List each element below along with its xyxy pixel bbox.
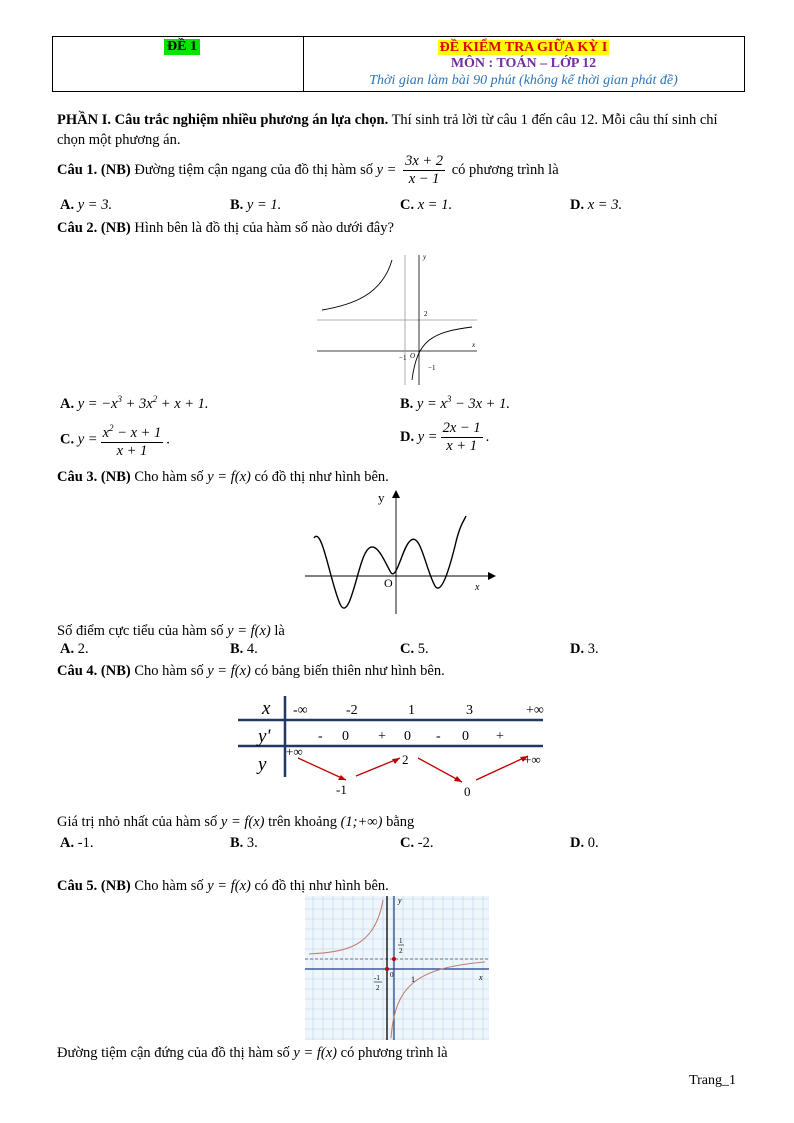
q1-label: Câu 1. (NB) [57,162,131,178]
q2-y-axis-label: y [423,253,427,261]
q4-option-a[interactable]: A. -1. [60,835,94,851]
q3-graph [300,486,500,618]
q4-xval-4: +∞ [526,703,544,718]
q3-option-b[interactable]: B. 4. [230,641,258,657]
q4-sign-3: 0 [404,729,411,744]
q4-yp-label: y' [258,726,271,747]
q5-half-den: 2 [399,947,403,955]
exam-subject: MÔN : TOÁN – LỚP 12 [450,56,597,71]
q4-xval-3: 3 [466,703,473,718]
q2-graph [312,250,482,390]
q4-sign-4: - [436,729,441,744]
header-right-cell [303,37,744,91]
part1-instructions: Thí sinh trả lời từ câu 1 đến câu 12. Mỗi câu thí sinh chỉ chọn một phương án. [57,112,718,148]
q1-text: Đường tiệm cận ngang của đồ thị hàm số [130,162,377,178]
q4-sign-2: + [378,729,386,744]
q5-tick-1: 1 [411,975,415,984]
q4-yval-4: +∞ [524,752,541,767]
q3-origin: O [384,576,393,590]
q1-tail: có phương trình là [451,162,559,178]
q5-half-num: 1 [399,937,403,945]
header-table [52,36,745,92]
question-1 [57,150,747,190]
q2-text: Hình bên là đồ thị của hàm số nào dưới đây? [130,220,394,236]
part1-intro [57,110,747,150]
q3-label: Câu 3. (NB) [57,469,131,485]
q3-option-a[interactable]: A. 2. [60,641,89,657]
q4-x-label: x [262,698,271,719]
q5-x-axis-label: x [479,973,483,982]
q3-y-axis-label: y [378,490,385,505]
page-number: Trang_1 [689,1073,736,1088]
q5-y-axis-label: y [398,896,402,905]
q4-question: Giá trị nhỏ nhất của hàm số y = f(x) trên khoảng (1;+∞) bằng [57,814,415,830]
q3-question: Số điểm cực tiểu của hàm số y = f(x) là [57,623,285,639]
question-2 [57,218,747,238]
q2-option-c[interactable]: C. y = $\frac{x^2 - x + 1}{x + 1}$ . [60,420,170,460]
q3-x-axis-label: x [475,582,480,593]
part1-heading: PHẦN I. Câu trắc nghiệm nhiều phương án lựa chọn. [57,112,389,128]
question-3: Câu 3. (NB) Cho hàm số y = f(x) có đồ thị như hình bên. [57,469,389,485]
q4-sign-1: 0 [342,729,349,744]
exam-label: ĐỀ 1 [164,39,200,55]
q1-y: y = [376,162,397,178]
q1-option-a[interactable]: A. y = 3. [60,197,113,213]
q2-option-b[interactable]: B. $y = x^3 - 3x + 1$. [400,394,510,412]
exam-duration: Thời gian làm bài 90 phút (không kể thời gian phát đề) [369,73,678,88]
q3-option-d[interactable]: D. 3. [570,641,599,657]
q1-option-b[interactable]: B. y = 1. [230,197,282,213]
q1-option-d[interactable]: D. x = 3. [570,197,623,213]
q5-question: Đường tiệm cận đứng của đồ thị hàm số y = f(x) có phương trình là [57,1045,448,1061]
q4-sign-5: 0 [462,729,469,744]
q5-origin: 0 [390,971,394,979]
q5-label: Câu 5. (NB) [57,878,131,894]
header-left-cell [53,37,304,91]
q4-yval-0: +∞ [286,744,303,759]
q4-xval-2: 1 [408,703,415,718]
q4-option-d[interactable]: D. 0. [570,835,599,851]
exam-title: ĐỀ KIỂM TRA GIỮA KỲ I [439,40,608,55]
q4-yval-1: -1 [336,782,347,797]
q2-option-d[interactable]: D. y = $\frac{2x - 1}{x + 1}$ . [400,420,490,454]
q5-graph [305,896,489,1040]
q2-tick-neg1y: −1 [428,364,436,372]
q1-fraction: $\frac{3x + 2}{x - 1}$ [405,153,444,188]
question-5: Câu 5. (NB) Cho hàm số y = f(x) có đồ thị như hình bên. [57,878,389,894]
q2-origin: O [410,352,416,360]
q2-tick-2: 2 [424,310,428,318]
q2-option-a[interactable]: A. $y = -x^3 + 3x^2 + x + 1$. [60,394,209,412]
q2-x-axis-label: x [472,341,476,349]
q4-sign-0: - [318,729,323,744]
q4-variation-table [238,692,548,802]
q4-xval-0: -∞ [293,703,308,718]
q4-sign-6: + [496,729,504,744]
q2-label: Câu 2. (NB) [57,220,131,236]
q4-yval-3: 0 [464,784,471,799]
q3-option-c[interactable]: C. 5. [400,641,429,657]
q1-option-c[interactable]: C. x = 1. [400,197,453,213]
q4-xval-1: -2 [346,703,358,718]
q5-neg-half-num: -1 [374,974,380,982]
q5-neg-half-den: 2 [376,984,380,992]
q4-yval-2: 2 [402,752,409,767]
q4-option-b[interactable]: B. 3. [230,835,258,851]
q4-label: Câu 4. (NB) [57,663,131,679]
q4-option-c[interactable]: C. -2. [400,835,434,851]
question-4: Câu 4. (NB) Cho hàm số y = f(x) có bảng biến thiên như hình bên. [57,663,445,679]
q4-y-label: y [258,754,267,775]
q2-tick-neg1x: −1 [399,354,407,362]
